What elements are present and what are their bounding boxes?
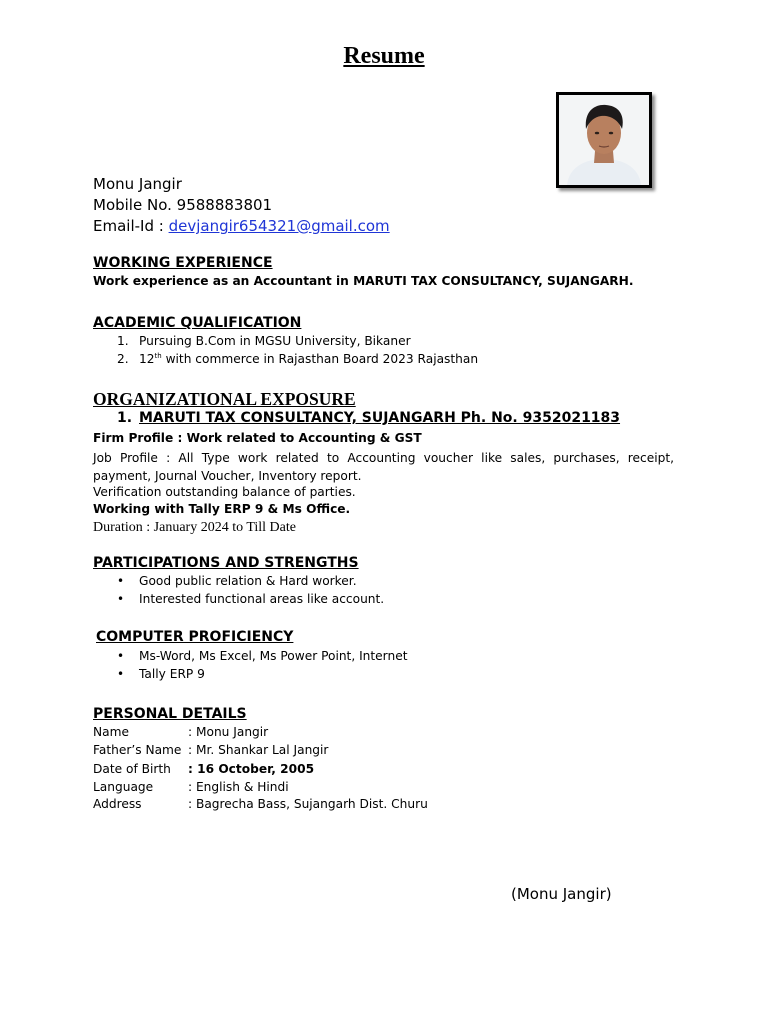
- academic-item-text: Pursuing B.Com in MGSU University, Bikaner: [139, 334, 411, 348]
- organizational-heading: ORGANIZATIONAL EXPOSURE: [93, 389, 356, 409]
- duration-text: Duration : January 2024 to Till Date: [93, 520, 296, 535]
- mobile-number: 9588883801: [176, 196, 273, 214]
- personal-row-language: [93, 780, 289, 794]
- academic-item-1: [117, 334, 411, 348]
- organization-item: [117, 410, 620, 426]
- email-label: Email-Id :: [93, 217, 164, 235]
- computer-item-2: [117, 667, 205, 681]
- candidate-name: Monu Jangir: [93, 175, 182, 193]
- participation-text: Interested functional areas like account.: [139, 592, 385, 606]
- personal-label: Address: [93, 797, 142, 811]
- bullet-icon: •: [117, 649, 125, 663]
- academic-item-text: with commerce in Rajasthan Board 2023 Rajasthan: [161, 352, 479, 367]
- verification-text: Verification outstanding balance of parties.: [93, 485, 356, 499]
- computer-heading: COMPUTER PROFICIENCY: [96, 629, 294, 645]
- list-number: 1.: [117, 410, 133, 426]
- academic-item-prefix: 12: [139, 352, 155, 367]
- personal-label: Name: [93, 725, 129, 739]
- personal-row-address: [93, 797, 428, 811]
- personal-value: : Mr. Shankar Lal Jangir: [188, 743, 329, 757]
- signature: (Monu Jangir): [511, 885, 612, 903]
- profile-photo: [556, 92, 652, 188]
- personal-row-dob: [93, 762, 314, 776]
- personal-label: Date of Birth: [93, 762, 171, 776]
- computer-item-1: [117, 649, 407, 663]
- firm-profile: Firm Profile : Work related to Accounting & GST: [93, 431, 422, 445]
- academic-item-2: [117, 352, 478, 366]
- participations-heading: PARTICIPATIONS AND STRENGTHS: [93, 555, 359, 571]
- personal-value: : 16 October, 2005: [188, 762, 315, 776]
- personal-value: : Bagrecha Bass, Sujangarh Dist. Churu: [188, 797, 428, 811]
- personal-heading: PERSONAL DETAILS: [93, 706, 247, 722]
- personal-label: Father’s Name: [93, 743, 182, 757]
- computer-text: Tally ERP 9: [139, 667, 205, 681]
- personal-row-name: [93, 725, 268, 739]
- organization-title: MARUTI TAX CONSULTANCY, SUJANGARH Ph. No. 9352021183: [139, 410, 621, 426]
- personal-value: : Monu Jangir: [188, 725, 269, 739]
- email-line: [93, 217, 390, 235]
- working-experience-text: Work experience as an Accountant in MARUTI TAX CONSULTANCY, SUJANGARH.: [93, 274, 634, 288]
- personal-label: Language: [93, 780, 154, 794]
- page-title: Resume: [343, 43, 425, 69]
- job-profile: Job Profile : All Type work related to Accounting voucher like sales, purchases, receipt, payment, Journal Voucher, Inventory report.: [93, 451, 674, 483]
- bullet-icon: •: [117, 574, 125, 588]
- tally-text: Working with Tally ERP 9 & Ms Office.: [93, 502, 351, 516]
- working-experience-heading: WORKING EXPERIENCE: [93, 255, 273, 271]
- computer-text: Ms-Word, Ms Excel, Ms Power Point, Internet: [139, 649, 408, 663]
- participation-item-1: [117, 574, 357, 588]
- person-portrait-image: [559, 95, 649, 185]
- bullet-icon: •: [117, 592, 125, 606]
- participation-item-2: [117, 592, 384, 606]
- personal-row-father: [93, 743, 328, 757]
- bullet-icon: •: [117, 667, 125, 681]
- mobile-line: [93, 196, 272, 214]
- list-number: 2.: [117, 352, 129, 367]
- superscript: th: [154, 352, 162, 360]
- list-number: 1.: [117, 334, 129, 348]
- academic-heading: ACADEMIC QUALIFICATION: [93, 315, 302, 331]
- participation-text: Good public relation & Hard worker.: [139, 574, 357, 588]
- email-link[interactable]: devjangir654321@gmail.com: [168, 217, 390, 235]
- personal-value: : English & Hindi: [188, 780, 289, 794]
- mobile-label: Mobile No.: [93, 196, 172, 214]
